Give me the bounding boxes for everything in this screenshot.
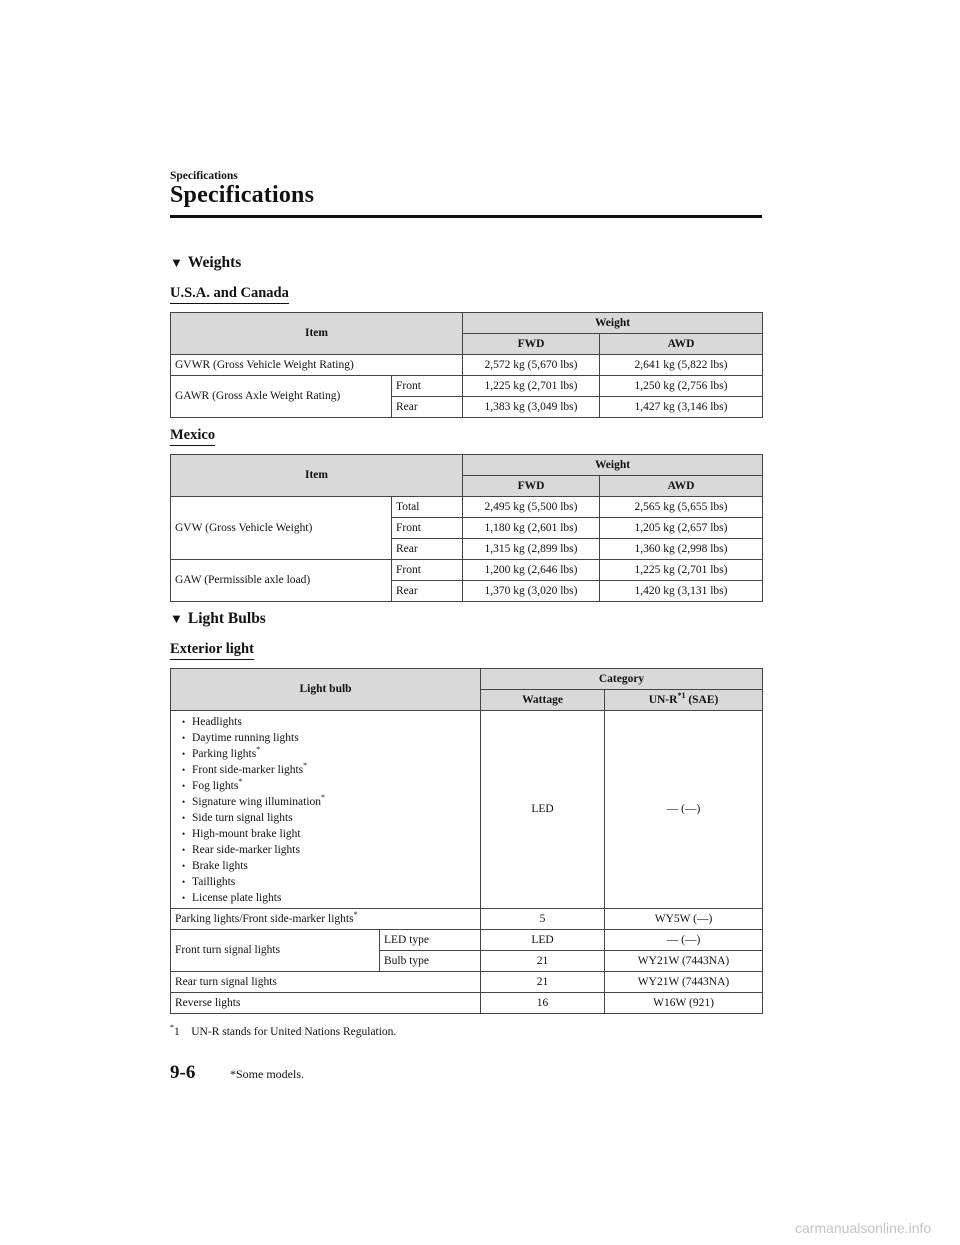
gvw-rear-label: Rear bbox=[392, 539, 463, 560]
list-item bbox=[179, 794, 476, 810]
table-row bbox=[171, 993, 763, 1014]
gawr-front-label: Front bbox=[392, 376, 463, 397]
gvw-total-label: Total bbox=[392, 497, 463, 518]
list-item-text: Rear side-marker lights bbox=[192, 844, 300, 856]
parking-front-side-text: Parking lights/Front side-marker lights bbox=[175, 912, 354, 925]
table-row bbox=[171, 972, 763, 993]
gawr-label: GAWR (Gross Axle Weight Rating) bbox=[171, 376, 392, 418]
header-sae-label: (SAE) bbox=[685, 693, 719, 706]
header-unr-footnote-mark: *1 bbox=[677, 690, 686, 700]
led-group-unr: — (—) bbox=[605, 711, 763, 909]
list-item-text: Brake lights bbox=[192, 860, 248, 872]
header-light-bulb: Light bulb bbox=[171, 669, 481, 711]
gvwr-awd: 2,641 kg (5,822 lbs) bbox=[600, 355, 763, 376]
gaw-rear-fwd: 1,370 kg (3,020 lbs) bbox=[463, 581, 600, 602]
header-fwd: FWD bbox=[463, 476, 600, 497]
list-item bbox=[179, 778, 476, 794]
list-item bbox=[179, 810, 476, 826]
front-turn-led-wattage: LED bbox=[481, 930, 605, 951]
gvw-label: GVW (Gross Vehicle Weight) bbox=[171, 497, 392, 560]
title-rule bbox=[170, 215, 762, 218]
front-turn-label: Front turn signal lights bbox=[171, 930, 380, 972]
usa-weights-table bbox=[170, 312, 763, 418]
table-row bbox=[171, 930, 763, 951]
header-weight: Weight bbox=[463, 313, 763, 334]
footnote-text: UN-R stands for United Nations Regulation. bbox=[191, 1025, 397, 1038]
gvw-rear-fwd: 1,315 kg (2,899 lbs) bbox=[463, 539, 600, 560]
list-item-text: Fog lights bbox=[192, 780, 239, 792]
list-item bbox=[179, 714, 476, 730]
gawr-rear-awd: 1,427 kg (3,146 lbs) bbox=[600, 397, 763, 418]
some-models-mark: * bbox=[321, 793, 326, 803]
light-bulbs-heading bbox=[170, 610, 266, 628]
exterior-light-table bbox=[170, 668, 763, 1014]
header-category: Category bbox=[481, 669, 763, 690]
triangle-down-icon: ▼ bbox=[170, 255, 183, 270]
weights-heading bbox=[170, 254, 241, 272]
gvw-front-fwd: 1,180 kg (2,601 lbs) bbox=[463, 518, 600, 539]
led-bulb-list-cell bbox=[171, 711, 481, 909]
front-turn-led-type: LED type bbox=[380, 930, 481, 951]
gawr-front-awd: 1,250 kg (2,756 lbs) bbox=[600, 376, 763, 397]
header-fwd: FWD bbox=[463, 334, 600, 355]
table-row bbox=[171, 497, 763, 518]
gvwr-label: GVWR (Gross Vehicle Weight Rating) bbox=[171, 355, 463, 376]
front-turn-bulb-type: Bulb type bbox=[380, 951, 481, 972]
list-item bbox=[179, 730, 476, 746]
gvw-front-awd: 1,205 kg (2,657 lbs) bbox=[600, 518, 763, 539]
gaw-front-label: Front bbox=[392, 560, 463, 581]
list-item bbox=[179, 826, 476, 842]
weights-heading-text: Weights bbox=[187, 254, 242, 271]
parking-front-side-wattage: 5 bbox=[481, 909, 605, 930]
gawr-front-fwd: 1,225 kg (2,701 lbs) bbox=[463, 376, 600, 397]
header-weight: Weight bbox=[463, 455, 763, 476]
list-item-text: License plate lights bbox=[192, 892, 282, 904]
page-title: Specifications bbox=[170, 182, 315, 208]
gvw-front-label: Front bbox=[392, 518, 463, 539]
table-row bbox=[171, 909, 763, 930]
list-item-text: Daytime running lights bbox=[192, 732, 299, 744]
header-item: Item bbox=[171, 455, 463, 497]
reverse-unr: W16W (921) bbox=[605, 993, 763, 1014]
list-item bbox=[179, 762, 476, 778]
gaw-front-fwd: 1,200 kg (2,646 lbs) bbox=[463, 560, 600, 581]
watermark[interactable]: carmanualsonline.info bbox=[795, 1220, 932, 1236]
rear-turn-wattage: 21 bbox=[481, 972, 605, 993]
some-models-note: *Some models. bbox=[230, 1067, 304, 1081]
list-item bbox=[179, 858, 476, 874]
footnote bbox=[170, 1023, 396, 1038]
exterior-light-subheading: Exterior light bbox=[170, 641, 254, 660]
page-number: 9-6 bbox=[170, 1062, 196, 1083]
footnote-mark: * bbox=[170, 1023, 174, 1032]
footnote-number: 1 bbox=[174, 1025, 180, 1038]
list-item bbox=[179, 874, 476, 890]
header-unr bbox=[605, 690, 763, 711]
some-models-mark: * bbox=[256, 745, 261, 755]
triangle-down-icon: ▼ bbox=[170, 611, 183, 626]
table-row bbox=[171, 355, 763, 376]
list-item bbox=[179, 746, 476, 762]
parking-front-side-label bbox=[171, 909, 481, 930]
list-item bbox=[179, 890, 476, 906]
usa-canada-subheading: U.S.A. and Canada bbox=[170, 285, 289, 304]
header-awd: AWD bbox=[600, 476, 763, 497]
gaw-rear-awd: 1,420 kg (3,131 lbs) bbox=[600, 581, 763, 602]
gvw-total-fwd: 2,495 kg (5,500 lbs) bbox=[463, 497, 600, 518]
rear-turn-label: Rear turn signal lights bbox=[171, 972, 481, 993]
gaw-front-awd: 1,225 kg (2,701 lbs) bbox=[600, 560, 763, 581]
gaw-label: GAW (Permissible axle load) bbox=[171, 560, 392, 602]
gaw-rear-label: Rear bbox=[392, 581, 463, 602]
gawr-rear-fwd: 1,383 kg (3,049 lbs) bbox=[463, 397, 600, 418]
list-item-text: Side turn signal lights bbox=[192, 812, 293, 824]
header-unr-label: UN-R bbox=[648, 693, 678, 706]
some-models-mark: * bbox=[238, 777, 243, 787]
list-item-text: Taillights bbox=[192, 876, 236, 888]
list-item-text: Parking lights bbox=[192, 748, 257, 760]
list-item-text: Front side-marker lights bbox=[192, 764, 304, 776]
some-models-mark: * bbox=[303, 761, 308, 771]
table-row bbox=[171, 376, 763, 397]
header-wattage: Wattage bbox=[481, 690, 605, 711]
list-item bbox=[179, 842, 476, 858]
light-bulbs-heading-text: Light Bulbs bbox=[187, 610, 266, 627]
reverse-label: Reverse lights bbox=[171, 993, 481, 1014]
mexico-weights-table bbox=[170, 454, 763, 602]
rear-turn-unr: WY21W (7443NA) bbox=[605, 972, 763, 993]
list-item-text: Signature wing illumination bbox=[192, 796, 322, 808]
led-group-wattage: LED bbox=[481, 711, 605, 909]
front-turn-bulb-unr: WY21W (7443NA) bbox=[605, 951, 763, 972]
header-awd: AWD bbox=[600, 334, 763, 355]
front-turn-led-unr: — (—) bbox=[605, 930, 763, 951]
table-row bbox=[171, 560, 763, 581]
table-row bbox=[171, 711, 763, 909]
gawr-rear-label: Rear bbox=[392, 397, 463, 418]
list-item-text: High-mount brake light bbox=[192, 828, 301, 840]
front-turn-bulb-wattage: 21 bbox=[481, 951, 605, 972]
mexico-subheading: Mexico bbox=[170, 427, 215, 446]
led-bulb-list bbox=[175, 711, 476, 908]
gvw-rear-awd: 1,360 kg (2,998 lbs) bbox=[600, 539, 763, 560]
header-item: Item bbox=[171, 313, 463, 355]
parking-front-side-unr: WY5W (—) bbox=[605, 909, 763, 930]
list-item-text: Headlights bbox=[192, 716, 242, 728]
reverse-wattage: 16 bbox=[481, 993, 605, 1014]
running-head: Specifications bbox=[170, 170, 238, 182]
some-models-mark: * bbox=[353, 909, 358, 919]
gvwr-fwd: 2,572 kg (5,670 lbs) bbox=[463, 355, 600, 376]
gvw-total-awd: 2,565 kg (5,655 lbs) bbox=[600, 497, 763, 518]
